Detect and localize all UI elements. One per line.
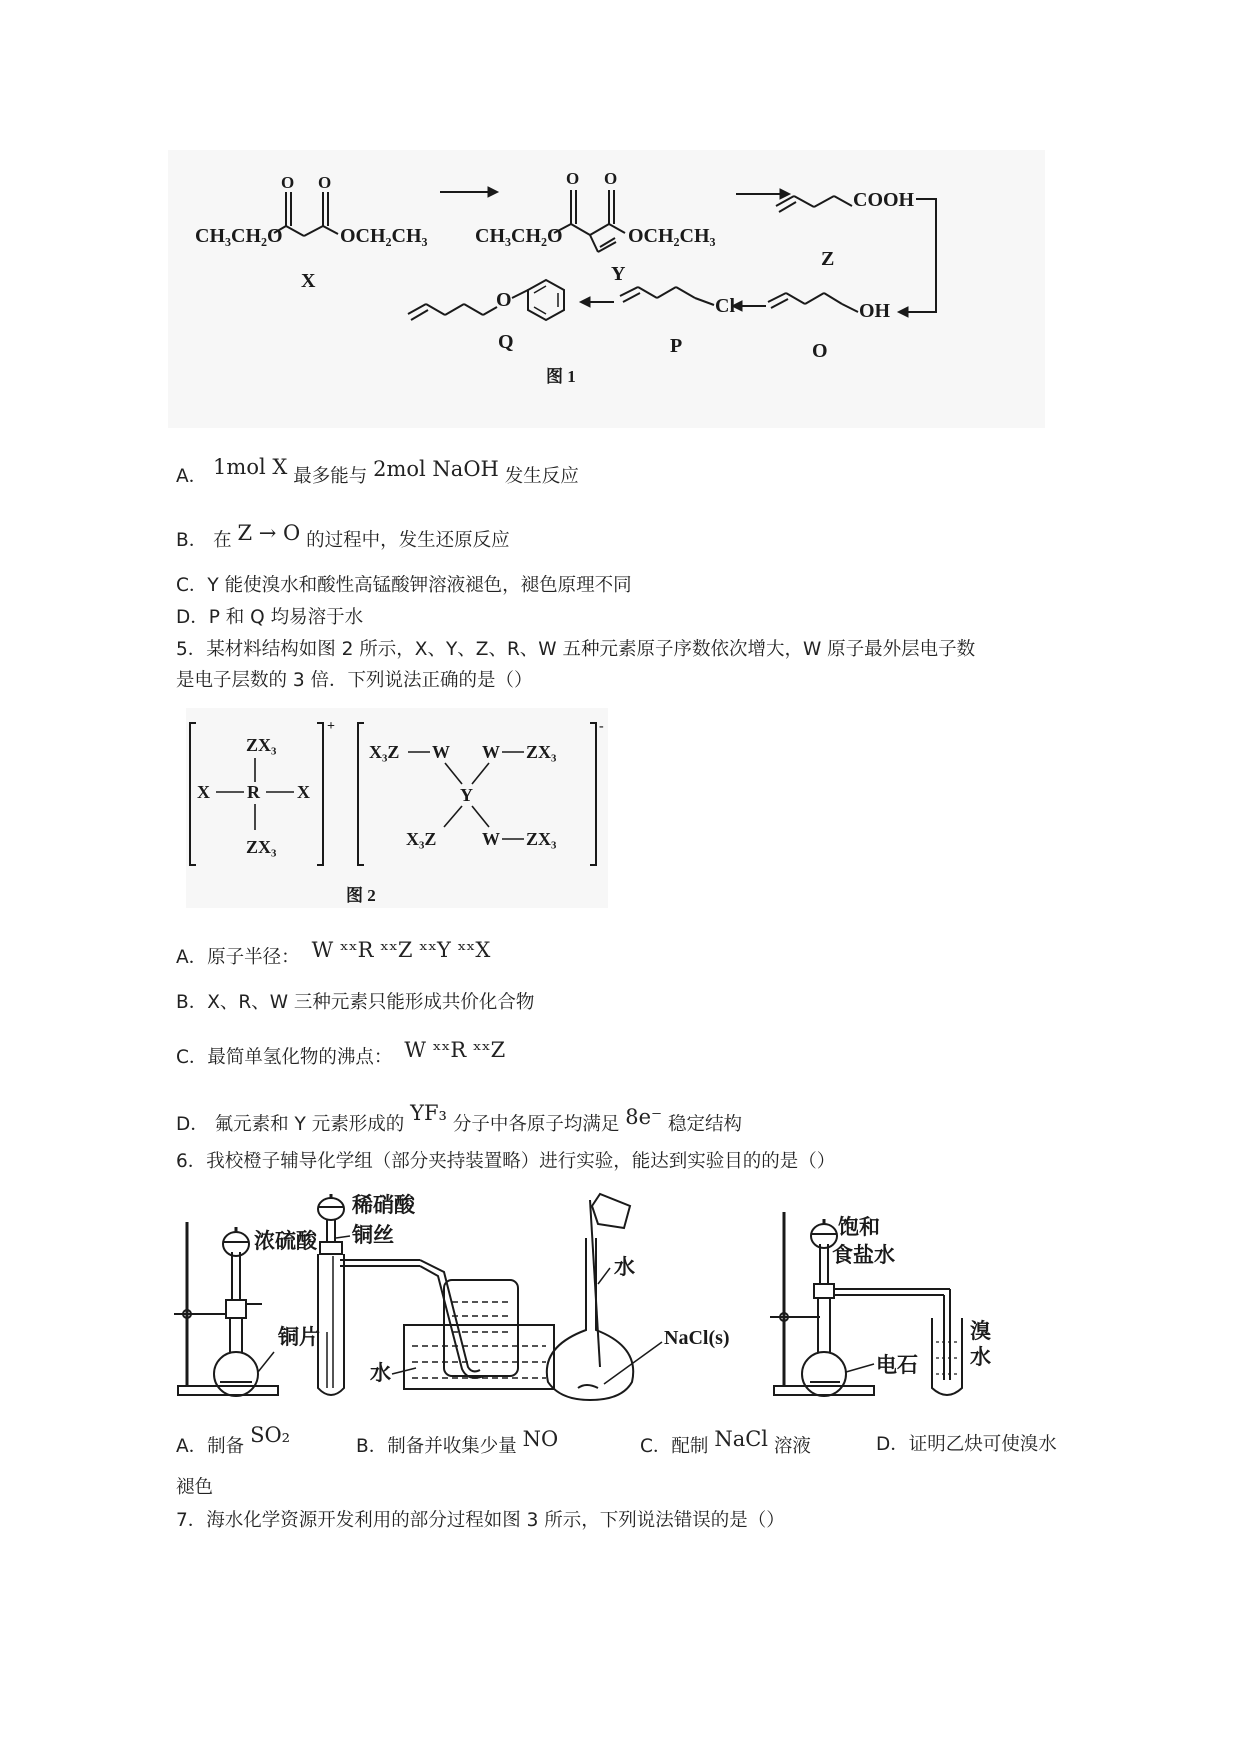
svg-text:X: X [297,782,310,802]
math-1mol-x: 1mol X [213,455,288,479]
apparatus-b [318,1193,554,1395]
apparatus-a [174,1222,320,1396]
svg-text:水: 水 [370,1361,391,1385]
svg-text:ZX₃: ZX₃ [246,837,277,857]
svg-text:OH: OH [859,300,891,322]
q6-option-b: B．制备并收集少量 NO [356,1427,559,1457]
svg-text:Z: Z [821,248,835,270]
q6-option-c: C．配制 NaCl 溶液 [640,1427,811,1457]
svg-text:X: X [197,782,210,802]
svg-text:O: O [566,169,580,188]
svg-text:Y: Y [611,263,626,285]
svg-text:O: O [496,289,512,311]
q6-option-d-wrap: 褪色 [176,1477,214,1498]
molecule-o [768,293,891,362]
q4-option-c: C．Y 能使溴水和酸性高锰酸钾溶液褪色，褪色原理不同 [176,575,632,596]
svg-text:O: O [812,340,828,362]
figure-apparatus [170,1192,1038,1402]
svg-text:铜丝: 铜丝 [352,1223,394,1247]
svg-text:R: R [247,782,260,802]
svg-text:铜片: 铜片 [278,1325,320,1349]
q5-option-d: D． 氟元素和 Y 元素形成的 YF₃ 分子中各原子均满足 8e⁻ 稳定结构 [176,1101,743,1135]
svg-text:O: O [281,173,295,192]
svg-text:W: W [482,742,500,762]
figure-1-caption: 图 1 [546,367,576,386]
figure-2-caption: 图 2 [346,886,376,905]
q4-option-d: D．P 和 Q 均易溶于水 [176,607,364,628]
q6-option-d: D．证明乙炔可使溴水 [876,1434,1057,1455]
q4-option-a: A． 1mol X 最多能与 2mol NaOH 发生反应 [176,455,579,487]
q5-option-b: B．X、R、W 三种元素只能形成共价化合物 [176,992,535,1013]
q4-option-b: B． 在 Z → O 的过程中，发生还原反应 [176,521,510,551]
svg-text:W: W [482,829,500,849]
q5-option-c: C．最简单氢化物的沸点： W ˣˣR ˣˣZ [176,1038,506,1068]
svg-text:Y: Y [460,785,473,805]
math-so2: SO₂ [250,1423,291,1447]
svg-text:食盐水: 食盐水 [832,1243,895,1267]
svg-text:Q: Q [498,331,514,353]
apparatus-c [547,1194,730,1400]
figure-2 [186,708,608,908]
svg-text:浓硫酸: 浓硫酸 [254,1229,317,1253]
svg-text:溴: 溴 [970,1319,991,1343]
q5-stem-line1: 5．某材料结构如图 2 所示，X、Y、Z、R、W 五种元素原子序数依次增大，W 原子最外层电子数 [176,639,976,660]
molecule-x [195,173,428,292]
svg-text:稀硝酸: 稀硝酸 [352,1193,415,1217]
svg-text:ZX₃: ZX₃ [526,742,557,762]
svg-text:O: O [604,169,618,188]
q6-option-a: A．制备 SO₂ [176,1423,291,1457]
math-z-to-o: Z → O [237,521,301,545]
svg-text:COOH: COOH [853,189,915,211]
q5-option-a: A．原子半径： W ˣˣR ˣˣZ ˣˣY ˣˣX [176,938,491,968]
molecule-p [620,287,735,357]
molecule-z [776,189,915,270]
q6-stem: 6．我校橙子辅导化学组（部分夹持装置略）进行实验，能达到实验目的的是（） [176,1151,836,1172]
svg-text:P: P [670,335,683,357]
svg-text:饱和: 饱和 [838,1215,880,1239]
svg-text:OCH₂CH₃: OCH₂CH₃ [628,225,716,247]
svg-text:X₃Z: X₃Z [369,742,400,762]
math-2mol-naoh: 2mol NaOH [373,457,499,481]
math-nacl: NaCl [714,1427,769,1451]
svg-text:W: W [432,742,450,762]
q5-stem-line2: 是电子层数的 3 倍．下列说法正确的是（） [176,670,533,691]
math-8e: 8e⁻ [625,1105,663,1129]
math-yf3: YF₃ [410,1101,447,1125]
svg-text:ZX₃: ZX₃ [246,735,277,755]
svg-text:水: 水 [614,1255,635,1279]
svg-text:NaCl(s): NaCl(s) [664,1327,730,1349]
svg-text:Cl: Cl [715,295,735,317]
svg-text:-: - [599,719,604,734]
svg-text:OCH₂CH₃: OCH₂CH₃ [340,225,428,247]
math-no: NO [522,1427,559,1451]
molecule-y [475,169,716,285]
math-radius-order: W ˣˣR ˣˣZ ˣˣY ˣˣX [311,938,491,962]
arrow-z-o [906,199,936,312]
svg-text:X: X [301,270,316,292]
svg-text:CH₃CH₂O: CH₃CH₂O [475,225,563,247]
svg-text:O: O [318,173,332,192]
svg-text:水: 水 [970,1345,991,1369]
apparatus-d [770,1212,991,1396]
svg-text:电石: 电石 [876,1353,918,1377]
svg-text:+: + [327,719,335,734]
svg-text:ZX₃: ZX₃ [526,829,557,849]
svg-text:CH₃CH₂O: CH₃CH₂O [195,225,283,247]
math-boiling-order: W ˣˣR ˣˣZ [404,1038,506,1062]
svg-text:X₃Z: X₃Z [406,829,437,849]
figure-1 [168,150,1045,428]
molecule-q [408,280,564,353]
q7-stem: 7．海水化学资源开发利用的部分过程如图 3 所示，下列说法错误的是（） [176,1510,785,1531]
